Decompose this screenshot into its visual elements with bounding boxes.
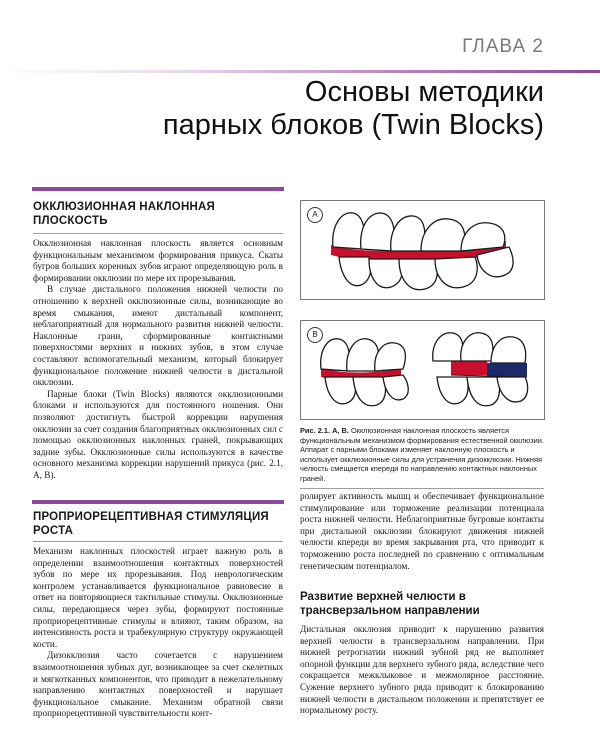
upper-teeth-a <box>333 213 505 251</box>
section1-rule <box>32 187 284 191</box>
figure-caption-number: Рис. 2.1. А, В. <box>300 426 349 435</box>
section2-divider <box>33 541 283 542</box>
caption-divider <box>300 488 544 489</box>
figure-panel-b <box>300 320 545 420</box>
section2-paragraph-1: Механизм наклонных плоскостей играет важную роль в определении взаимоотношения контактных поверхностей зубов по мере их прорезывания. Под неврологическим контролем устанавливается функциональное равновесие в ответ на повторяющиеся тактильные стимулы. Окклюзионные силы, передающиеся через зубы, формируют постоянные проприорецептивные стимулы и влияют, таким образом, на интенсивность роста и трабекулярную структуру окружающей кости. <box>33 546 283 649</box>
lower-teeth-b-right <box>437 377 528 406</box>
figure-caption <box>300 426 544 484</box>
subheading-maxilla <box>300 590 480 618</box>
section2-body <box>33 546 283 720</box>
section2-rule <box>32 500 284 504</box>
right-paragraph-1: ролирует активность мышц и обеспечивает функциональное стимулирование или торможение реализации потенциала роста нижней челюсти. Неблагоприятные бугровые контакты при дистальной окклюзии блокируют движения нижней челюсти кпереди во время закрывания рта, что приводит к торможению роста последней по сравнению с оптимальным генетическим потенциалом. <box>300 491 544 571</box>
right-paragraph-2: Дистальная окклюзия приводит к нарушению развития верхней челюсти в трансверзальном направлении. При нижней ретрогнатии нижний зубной ряд не выполняет опорной функции для верхнего зубного ряда, вследствие чего сокращается межклыковое и межмолярное расстояние. Сужение верхнего зубного ряда приводит к блокированию нижней челюсти в дистальном положении и препятствует ее нормальному росту. <box>300 624 544 716</box>
section2-heading-line1: ПРОПРИОРЕЦЕПТИВНАЯ СТИМУЛЯЦИЯ <box>33 511 269 523</box>
section1-body <box>33 238 283 481</box>
chapter-title <box>163 76 544 142</box>
section2-paragraph-2: Дизокклюзия часто сочетается с нарушением взаимоотношения зубных дуг, возникающее за счет скелетных и мягкотканных компонентов, что приводит в нежелательному направлению контактных поверхностей и нарушает функциональное смыкание. Механизм обратной связи проприорецептивной чувствительности конт- <box>33 650 283 719</box>
figure-caption-text: Окклюзионная наклонная плоскость является функциональным механизмом формирования естественной окклюзии. Аппарат с парными блоками изменяет наклонную плоскость и использует окклюзионные силы для устранения дизокклюзии. Нижняя челюсть смещается кпереди по направлению контактных наклонных граней. <box>300 426 544 483</box>
section1-paragraph-3: Парные блоки (Twin Blocks) являются окклюзионными блоками и используются для постоянного ношения. Они позволяют достигнуть быстрой коррекции нарушения окклюзии за счет создания благоприятных окклюзионных сил с помощью окклюзионных наклонных граней, покрывающих задние зубы. Окклюзионные силы используются в качестве основного механизма коррекции нарушений прикуса (рис. 2.1, А, В). <box>33 388 283 480</box>
chapter-title-line1: Основы методики <box>304 76 544 108</box>
subheading-line1: Развитие верхней челюсти в <box>300 591 466 603</box>
section1-divider <box>33 233 283 234</box>
section1-paragraph-2: В случае дистального положения нижней челюсти по отношению к верхней окклюзионные силы, возникающие во время смыкания, имеют дистальный компонент, неблагоприятный для нормального развития нижней челюсти. Наклонные грани, сформированные контактными поверхностями верхних и нижних зубов, в этом случае составляют вспомогательный механизм, который блокирует функциональное положение нижней челюсти в дистальной окклюзии. <box>33 284 283 388</box>
lower-teeth-b-left <box>325 375 408 406</box>
figure-label-b: B <box>307 327 323 343</box>
figure-label-a: A <box>307 207 323 223</box>
twin-block-upper <box>451 361 487 375</box>
section1-heading-line1: ОККЛЮЗИОННАЯ НАКЛОННАЯ <box>33 201 215 213</box>
subheading-line2: трансверзальном направлении <box>300 605 480 617</box>
section1-heading-line2: ПЛОСКОСТЬ <box>33 215 108 227</box>
section1-heading <box>33 200 215 228</box>
section1-paragraph-1: Окклюзионная наклонная плоскость является основным функциональным механизмом формирования прикуса. Скаты бугров больших коренных зубов играют определяющую роль в формировании окклюзии по мере их прорезывания. <box>33 238 283 283</box>
chapter-header <box>0 0 600 74</box>
figure-panel-a <box>300 200 545 300</box>
chapter-label: ГЛАВА 2 <box>462 36 544 57</box>
upper-teeth-b-right <box>433 333 526 363</box>
chapter-title-line2: парных блоков (Twin Blocks) <box>162 109 544 141</box>
right-column-body-1 <box>300 491 544 572</box>
chapter-stripe <box>0 70 600 73</box>
teeth-illustration-a <box>301 201 544 299</box>
right-column-body-2 <box>300 624 544 717</box>
teeth-illustration-b <box>301 321 544 419</box>
twin-block-lower <box>487 363 527 377</box>
section2-heading <box>33 510 269 538</box>
section2-heading-line2: РОСТА <box>33 525 74 537</box>
upper-teeth-b-left <box>321 339 406 371</box>
